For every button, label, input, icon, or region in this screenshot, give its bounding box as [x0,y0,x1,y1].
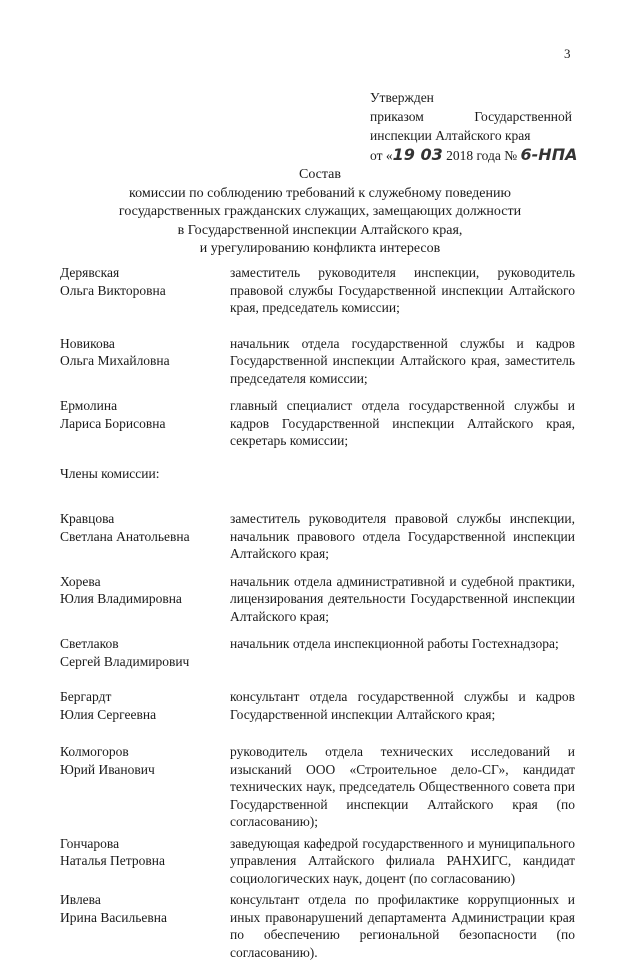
member-role: консультант отдела государственной службы и кадров Государственной инспекции Алтайского края; [230,689,575,722]
title-heading: Состав [298,167,341,182]
member-name: Колмогоров Юрий Иванович [60,744,155,777]
member-role: заведующая кафедрой государственного и муниципального управления Алтайского филиала РАНХИГС, кандидат социологических наук, доцент (по согласованию) [230,835,575,886]
member-role: руководитель отдела технических исследований и изысканий ООО «Строительное дело-СГ», кандидат технических наук, председатель Общественного совета при Государственной инспекции Алтайского края (по согласованию); [230,744,575,829]
member-entry [60,635,575,670]
member-name: Ивлева Ирина Васильевна [60,892,168,925]
members-label: Члены комиссии: [60,465,160,481]
member-role: главный специалист отдела государственной службы и кадров Государственной инспекции Алтайского края, секретарь комиссии; [230,398,575,448]
member-entry [60,743,575,831]
title-line: и урегулированию конфликта интересов [199,241,441,256]
approval-stamp [370,88,578,165]
member-name: Ермолина Лариса Борисовна [60,398,166,431]
title-line: государственных гражданских служащих, замещающих должности [118,204,522,219]
member-name: Гончарова Наталья Петровна [60,835,165,868]
member-entry [60,573,575,626]
member-entry [60,891,575,961]
member-name: Хорева Юлия Владимировна [60,573,182,606]
approval-line-2: приказом Государственной [370,109,572,124]
member-name: Кравцова Светлана Анатольевна [60,511,190,544]
commission-members [60,264,575,961]
title-line: комиссии по соблюдению требований к служебному поведению [129,185,511,201]
member-name: Светлаков Сергей Владимирович [60,636,190,669]
member-entry [60,264,575,317]
approval-line-3: инспекции Алтайского края [370,128,531,143]
member-role: начальник отдела государственной службы и кадров Государственной инспекции Алтайского края, заместитель председателя комиссии; [230,335,575,386]
member-name: Бергардт Юлия Сергеевна [60,689,157,722]
member-role: начальник отдела инспекционной работы Гостехнадзора; [230,636,559,651]
member-name: Дерявская Ольга Викторовна [60,265,166,298]
member-role: заместитель руководителя инспекции, руководитель правовой службы Государственной инспекции Алтайского края, председатель комиссии; [230,265,575,315]
page-number: 3 [564,46,571,61]
handwritten-order-number: 6-НПА [520,145,578,164]
approval-date-line: от «19 03 2018 года № 6-НПА [370,145,578,164]
member-entry [60,510,575,563]
member-entry [60,397,575,450]
title-line: в Государственной инспекции Алтайского края, [177,222,463,238]
approval-line-1: Утвержден [370,90,434,105]
member-name: Новикова Ольга Михайловна [60,335,170,368]
member-entry [60,688,575,723]
member-role: заместитель руководителя правовой службы инспекции, начальник правового отдела Государственной инспекции Алтайского края; [230,511,575,561]
document-title [60,166,580,259]
member-role: консультант отдела по профилактике коррупционных и иных правонарушений департамента Администрации края по обеспечению региональной безопасности (по согласованию). [230,892,575,960]
handwritten-date: 19 03 [392,145,443,164]
member-role: начальник отдела административной и судебной практики, лицензирования деятельности Государственной инспекции Алтайского края; [230,573,575,624]
member-entry [60,335,575,388]
member-entry [60,835,575,888]
